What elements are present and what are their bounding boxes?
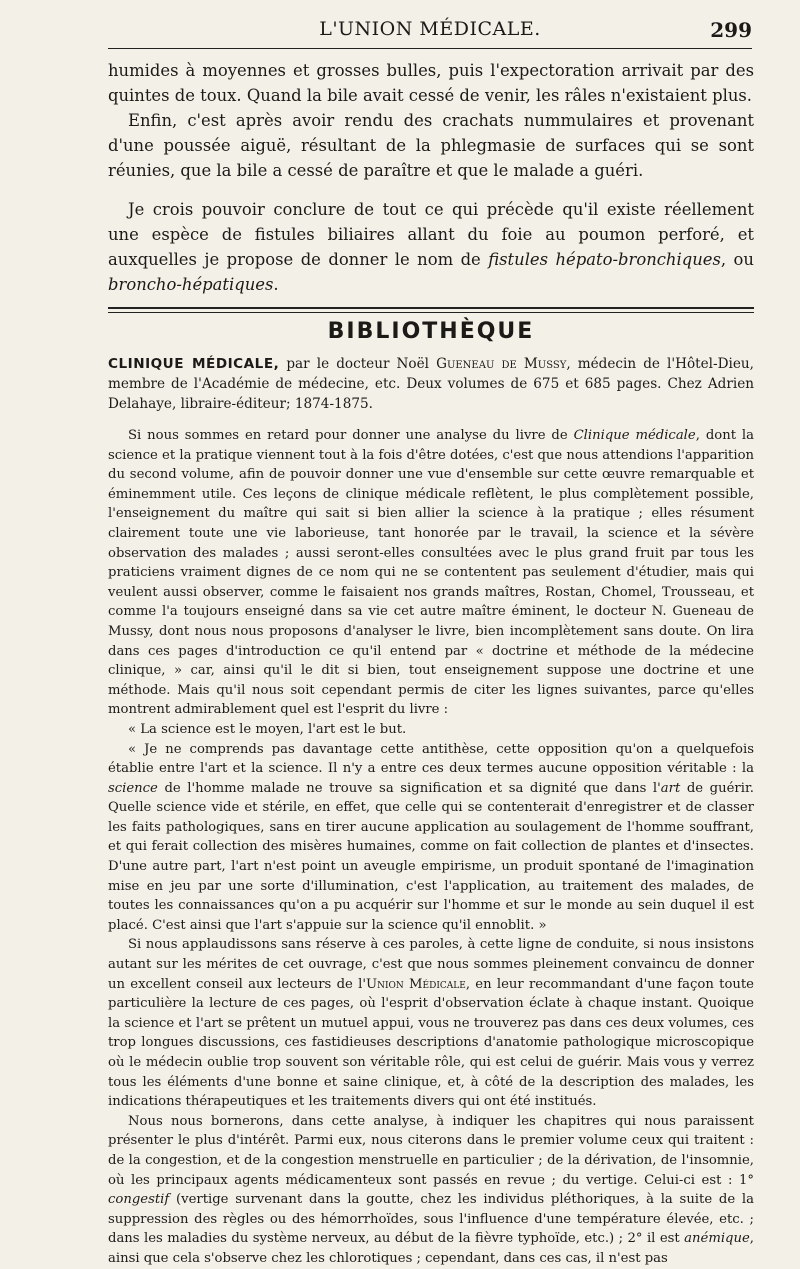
text-run: de l'homme malade ne trouve sa signification et sa dignité que dans l' [157,780,661,796]
text-run: par le docteur Noël [279,356,437,372]
quote-italic-science: science [108,780,158,796]
review-paragraph-1 [108,426,754,720]
quote-paragraph [108,740,754,936]
journal-name: Union Médicale [365,976,466,992]
quote-line-1: « La science est le moyen, l'art est le but. [128,721,407,737]
paragraph-gap [108,183,754,197]
running-title: L'UNION MÉDICALE. [319,18,541,40]
review-paragraph-3 [108,1112,754,1269]
text-run: Je crois pouvoir conclure de tout ce qui précède qu'il existe réellement une espèce de fistules biliaires allant du foie au poumon perforé, et auxquelles je propose de donner le nom de [108,200,754,269]
page-number: 299 [710,18,752,42]
quote-italic-art: art [660,780,681,796]
book-title-italic: Clinique médicale [573,428,696,443]
book-reference [108,354,754,414]
author-name: Gueneau de Mussy [436,356,567,372]
book-title: CLINIQUE MÉDICALE, [108,356,280,372]
text-run: , en leur recommandant d'une façon toute particulière la lecture de ces pages, où l'esprit d'observation éclate à chaque instant. Quoique la science et l'art se prêtent un mutuel appui, vous ne trouverez pas dans ces deux volumes, ces trop longues discussions, ces fastidieuses descriptions d'anatomie pathologique microscopique où le médecin oublie trop souvent son véritable rôle, qui est celui de guérir. Mais vous y verrez tous les éléments d'une bonne et saine clinique, et, à côté de la description des malades, les indications thérapeutiques et les traitements divers qui ont été institués. [108,976,754,1110]
section-divider [108,307,754,313]
text-run: « Je ne comprends pas davantage cette antithèse, cette opposition qu'on a quelquefois établie entre l'art et la science. Il n'y a entre ces deux termes aucune opposition véritable : la [108,741,754,777]
text-run: de guérir. Quelle science vide et stérile, en effet, que celle qui se contenterait d'enregistrer et de classer les faits pathologiques, sans en tirer aucune application au soulagement de l'homme souffrant, et qui ferait collection des misères humaines, comme on fait collection de plantes et d'insectes. D'une autre part, l'art n'est point un aveugle empirisme, un produit spontané de l'imagination mise en jeu par une sorte d'illumination, c'est l'application, au traitement des malades, de toutes les connaissances qu'on a pu acquérir sur l'homme et sur le monde au sein duquel il est placé. C'est ainsi que l'art s'appuie sur la science qu'il ennoblit. » [108,780,754,933]
intro-paragraph-3 [108,197,754,297]
intro-paragraph-1: humides à moyennes et grosses bulles, puis l'expectoration arrivait par des quintes de toux. Quand la bile avait cessé de venir, les râles n'existaient plus. [108,61,754,105]
term-congestif: congestif [108,1192,170,1208]
intro-paragraph-2: Enfin, c'est après avoir rendu des crachats nummulaires et provenant d'une poussée aiguë, résultant de la phlegmasie de surfaces qui se sont réunies, que la bile a cessé de paraître et que le malade a guéri. [108,111,754,180]
page-body [108,58,754,1269]
text-run: , ainsi que cela s'observe chez les chlorotiques ; cependant, dans ces cas, il n'est pas [108,1231,754,1266]
running-header [108,18,752,46]
text-run: . [273,275,279,294]
header-rule [108,48,752,49]
text-run: Si nous sommes en retard pour donner une analyse du livre de [128,428,574,443]
review-paragraph-2 [108,935,754,1111]
text-run: (vertige survenant dans la goutte, chez les individus pléthoriques, à la suite de la suppression des règles ou des hémorrhoïdes, sous l'influence d'une température élevée, etc. ; dans les maladies du système nerveux, au début de la fièvre typhoïde, etc.) ; 2° il est [108,1192,754,1247]
text-run: , dont la science et la pratique viennent tout à la fois d'être dotées, c'est que nous attendions l'apparition du second volume, afin de pouvoir donner une vue d'ensemble sur cette œuvre remarquable et éminemment utile. Ces leçons de clinique médicale reflètent, le plus complètement possible, l'enseignement du maître qui sait si bien allier la science à la pratique ; elles résument clairement toute une vie laborieuse, tant honorée par le travail, la science et la sévère observation des malades ; aussi seront-elles consultées avec le plus grand fruit par tous les praticiens vraiment dignes de ce nom qui ne se contentent pas seulement d'étudier, mais qui veulent aussi observer, comme le faisaient nos grands maîtres, Rostan, Chomel, Trousseau, et comme l'a toujours enseigné dans sa vie cet autre maître éminent, le docteur N. Gueneau de Mussy, dont nous nous proposons d'analyser le livre, bien incomplètement sans doute. On lira dans ces pages d'introduction ce qu'il entend par « doctrine et méthode de la médecine clinique, » car, ainsi qu'il le dit si bien, tout enseignement suppose une doctrine et une méthode. Mais qu'il nous soit cependant permis de citer les lignes suivantes, parce qu'elles montrent admirablement quel est l'esprit du livre : [108,428,755,718]
term-anemique: anémique [684,1231,750,1247]
term-broncho-hepatiques: broncho-hépatiques [108,275,274,294]
term-hepato-bronchiques: fistules hépato-bronchiques [488,250,721,269]
text-run: , ou [720,250,754,269]
section-title: BIBLIOTHÈQUE [327,319,535,344]
text-run: , médecin de l'Hôtel-Dieu, membre de l'Académie de médecine, etc. Deux volumes de 675 et 685 pages. Chez Adrien Delahaye, libraire-éditeur; 1874-1875. [108,356,754,412]
text-run: Nous nous bornerons, dans cette analyse, à indiquer les chapitres qui nous paraissent présenter le plus d'intérêt. Parmi eux, nous citerons dans le premier volume ceux qui traitent : de la congestion, et de la congestion menstruelle en particulier ; de la dérivation, de l'insomnie, où les principaux agents médicamenteux sont passés en revue ; du vertige. Celui-ci est : 1° [108,1113,754,1188]
text-run: Si nous applaudissons sans réserve à ces paroles, à cette ligne de conduite, si nous insistons autant sur les mérites de cet ouvrage, c'est que nous sommes pleinement convaincu de donner un excellent conseil aux lecteurs de l' [108,937,754,992]
